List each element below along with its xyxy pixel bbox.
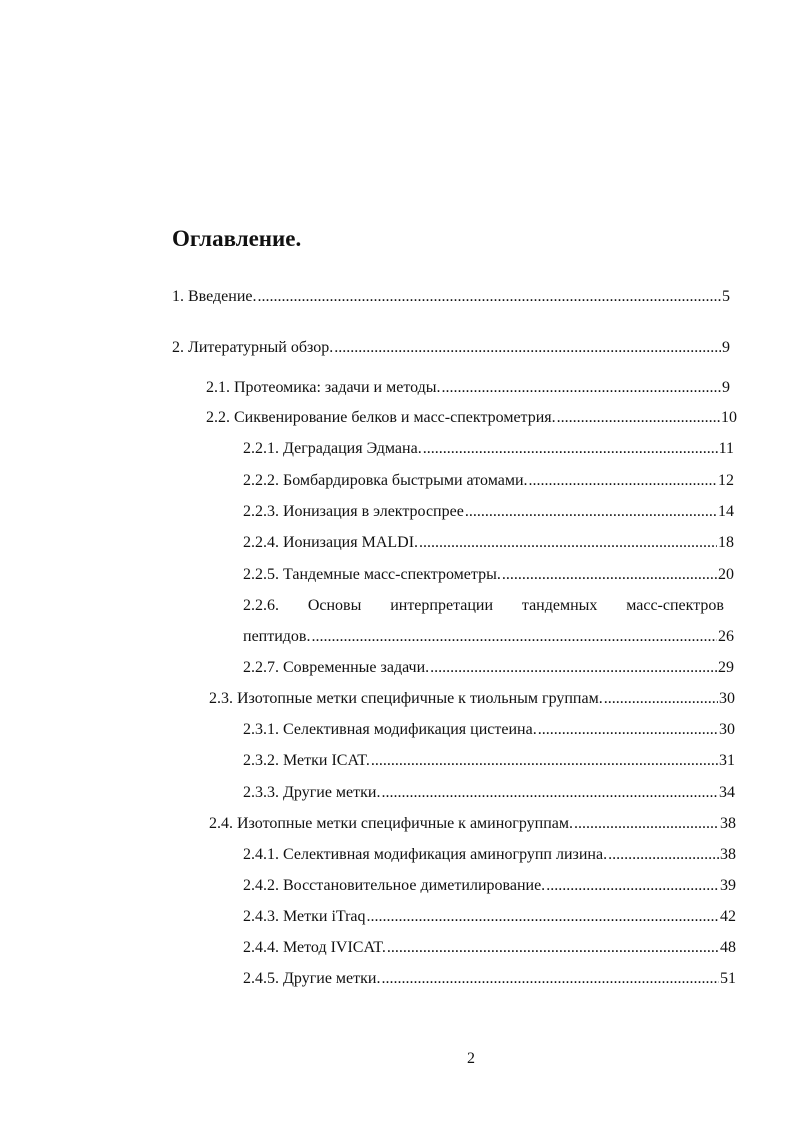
toc-entry-page: 38 [720, 846, 736, 863]
toc-entry-label: 2.4.2. Восстановительное диметилирование. [243, 877, 546, 894]
toc-entry-label: 2.2.2. Бомбардировка быстрыми атомами. [243, 472, 528, 489]
toc-entry-label: 2.2.7. Современные задачи. [243, 659, 430, 676]
toc-entry-page: 9 [722, 379, 730, 396]
toc-leader-dots [608, 845, 719, 865]
toc-entry-2-2-2 [243, 471, 734, 491]
toc-leader-dots [334, 338, 721, 358]
toc-leader-dots [442, 378, 721, 398]
toc-entry-page: 18 [718, 534, 734, 551]
toc-entry-label: 2.3. Изотопные метки специфичные к тиольным группам. [209, 690, 603, 707]
toc-entry-label: 2.2.5. Тандемные масс-спектрометры. [243, 566, 501, 583]
toc-entry-2-2 [206, 408, 737, 428]
toc-leader-dots [311, 627, 717, 647]
toc-entry-page: 29 [718, 659, 734, 676]
toc-entry-2-2-7 [243, 658, 734, 678]
toc-leader-dots [387, 938, 719, 958]
toc-entry-page: 42 [720, 908, 736, 925]
toc-entry-page: 10 [721, 409, 737, 426]
toc-entry-label: 1. Введение. [172, 288, 257, 305]
toc-entry-label: 2.2.3. Ионизация в электроспрее [243, 503, 464, 520]
toc-entry-2-2-5 [243, 565, 734, 585]
toc-entry-page: 48 [720, 939, 736, 956]
toc-entry-2-4-3 [243, 907, 736, 927]
toc-entry-2-3-1 [243, 720, 735, 740]
toc-entry-page: 30 [719, 721, 735, 738]
toc-title: Оглавление. [172, 226, 302, 251]
toc-entry-2-4 [209, 814, 736, 834]
toc-entry-2-3-3 [243, 783, 735, 803]
toc-entry-page: 39 [720, 877, 736, 894]
toc-entry-page: 9 [722, 339, 730, 356]
toc-leader-dots [604, 689, 718, 709]
toc-entry-page: 5 [722, 288, 730, 305]
toc-entry-label: 2.1. Протеомика: задачи и методы. [206, 379, 441, 396]
toc-entry-2-3 [209, 689, 735, 709]
toc-entry-label: 2.2.4. Ионизация MALDI. [243, 534, 419, 551]
toc-leader-dots [371, 751, 718, 771]
toc-entry-2-2-6-line1 [243, 596, 724, 616]
toc-entry-label: 2.4.3. Метки iTraq [243, 908, 366, 925]
toc-leader-dots [430, 658, 717, 678]
toc-entry-label: 2.2.1. Деградация Эдмана. [243, 440, 422, 457]
toc-leader-dots [538, 720, 718, 740]
toc-entry-page: 26 [718, 628, 734, 645]
page-number: 2 [467, 1050, 475, 1067]
toc-leader-dots [465, 502, 717, 522]
toc-entry-2 [172, 338, 730, 358]
toc-entry-label: 2.2. Сиквенирование белков и масс-спектрометрия. [206, 409, 556, 426]
toc-entry-2-3-2 [243, 751, 735, 771]
toc-entry-label: пептидов. [243, 628, 311, 645]
toc-entry-2-4-2 [243, 876, 736, 896]
toc-leader-dots [557, 408, 720, 428]
toc-entry-2-4-5 [243, 969, 736, 989]
toc-entry-page: 20 [718, 566, 734, 583]
toc-entry-page: 38 [720, 815, 736, 832]
toc-entry-2-2-3 [243, 502, 734, 522]
toc-entry-page: 51 [720, 970, 736, 987]
toc-entry-page: 14 [718, 503, 734, 520]
toc-leader-dots [381, 969, 719, 989]
toc-entry-2-2-4 [243, 533, 734, 553]
toc-entry-label: 2. Литературный обзор. [172, 339, 334, 356]
toc-word: 2.2.6. [243, 597, 279, 614]
toc-leader-dots [258, 287, 722, 307]
toc-leader-dots [381, 783, 718, 803]
toc-entry-2-1 [206, 378, 730, 398]
toc-word: Основы [307, 597, 362, 614]
toc-entry-page: 11 [718, 440, 734, 457]
toc-entry-label: 2.4.4. Метод IVICAT. [243, 939, 386, 956]
toc-entry-page: 12 [718, 472, 734, 489]
toc-entry-label: 2.3.3. Другие метки. [243, 784, 381, 801]
toc-leader-dots [574, 814, 719, 834]
toc-leader-dots [529, 471, 717, 491]
toc-word: интерпретации [390, 597, 494, 614]
toc-entry-label: 2.3.1. Селективная модификация цистеина. [243, 721, 537, 738]
toc-leader-dots [502, 565, 717, 585]
toc-entry-2-2-1 [243, 439, 734, 459]
toc-entry-label: 2.4. Изотопные метки специфичные к аминогруппам. [209, 815, 573, 832]
toc-leader-dots [546, 876, 719, 896]
toc-entry-1 [172, 287, 730, 307]
toc-entry-label: 2.3.2. Метки ICAT. [243, 752, 370, 769]
toc-entry-label: 2.4.5. Другие метки. [243, 970, 381, 987]
toc-entry-2-4-4 [243, 938, 736, 958]
toc-word: тандемных [521, 597, 598, 614]
toc-entry-page: 30 [719, 690, 735, 707]
toc-leader-dots [423, 439, 718, 459]
toc-entry-2-4-1 [243, 845, 736, 865]
toc-entry-page: 34 [719, 784, 735, 801]
toc-leader-dots [367, 907, 719, 927]
toc-word: масс-спектров [626, 597, 724, 614]
toc-entry-2-2-6 [243, 627, 734, 647]
toc-leader-dots [419, 533, 717, 553]
toc-entry-label: 2.4.1. Селективная модификация аминогрупп лизина. [243, 846, 608, 863]
toc-entry-page: 31 [719, 752, 735, 769]
